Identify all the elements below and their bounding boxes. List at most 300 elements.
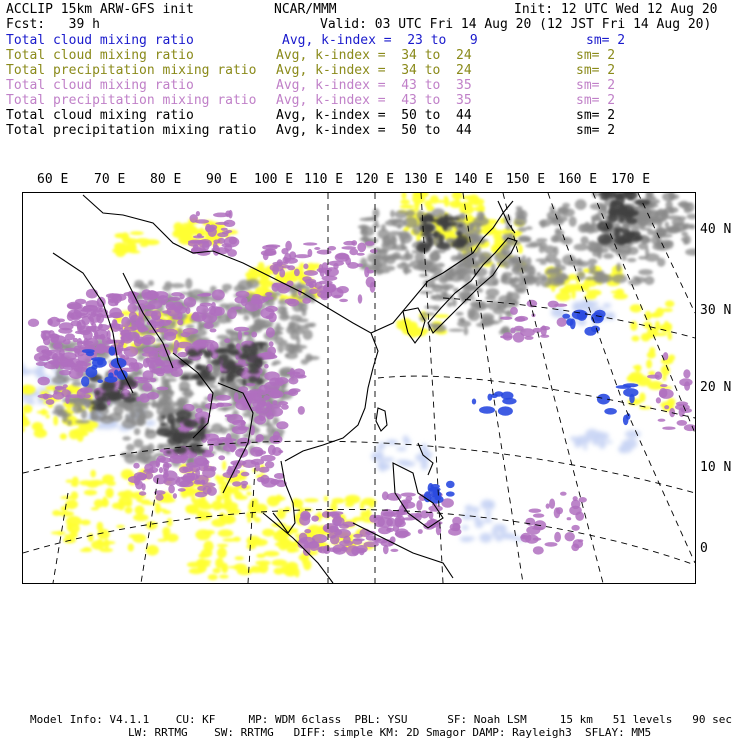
field-smoothing: sm= 2 (576, 78, 616, 93)
field-k-index: Avg, k-index = 23 to 9 (282, 33, 478, 48)
field-smoothing: sm= 2 (576, 108, 616, 123)
cloud-cell (249, 389, 264, 393)
cloud-cell (227, 343, 235, 349)
cloud-cell (245, 272, 253, 278)
cloud-cell (294, 254, 310, 258)
cloud-cell (571, 544, 579, 552)
cloud-cell (66, 516, 82, 526)
cloud-cell (598, 209, 608, 217)
cloud-cell (94, 329, 108, 338)
forecast-hour: Fcst: 39 h (6, 17, 100, 32)
cloud-cell (479, 406, 495, 414)
cloud-cell (128, 543, 134, 551)
cloud-cell (118, 387, 123, 392)
cloud-cell (565, 532, 575, 541)
cloud-cell (599, 432, 610, 440)
field-k-index: Avg, k-index = 43 to 35 (276, 93, 472, 108)
cloud-cell (189, 505, 197, 512)
cloud-cell (146, 357, 150, 363)
cloud-cell (623, 383, 639, 387)
cloud-cell (536, 238, 547, 242)
cloud-cell (462, 513, 473, 520)
cloud-cell (208, 574, 218, 580)
cloud-cell (638, 269, 653, 275)
cloud-cell (614, 230, 620, 238)
cloud-cell (157, 539, 167, 542)
cloud-cell (243, 315, 249, 321)
cloud-cell (262, 529, 275, 537)
cloud-cell (494, 252, 508, 263)
cloud-cell (597, 221, 613, 232)
cloud-cell (173, 366, 177, 372)
cloud-cell (195, 492, 207, 498)
cloud-cell (378, 462, 386, 472)
cloud-cell (90, 317, 94, 326)
cloud-cell (82, 349, 95, 353)
cloud-cell (488, 225, 496, 235)
cloud-cell (428, 483, 434, 493)
cloud-cell (403, 435, 409, 442)
cloud-cell (683, 369, 690, 378)
cloud-cell (108, 391, 121, 401)
cloud-cell (221, 228, 228, 231)
cloud-cell (215, 222, 229, 225)
cloud-cell (395, 528, 409, 538)
cloud-cell (387, 254, 400, 259)
cloud-cell (603, 253, 614, 259)
cloud-cell (474, 202, 479, 205)
cloud-cell (282, 539, 292, 549)
cloud-cell (145, 337, 153, 340)
field-row (6, 93, 736, 108)
longitude-label: 100 E (254, 172, 294, 187)
cloud-cell (84, 490, 97, 496)
field-smoothing: sm= 2 (586, 33, 626, 48)
cloud-cell (339, 299, 348, 302)
cloud-cell (397, 263, 411, 269)
cloud-cell (486, 288, 500, 297)
field-k-index: Avg, k-index = 50 to 44 (276, 123, 472, 138)
cloud-cell (176, 433, 192, 444)
cloud-cell (78, 406, 83, 412)
cloud-cell (576, 258, 582, 265)
cloud-cell (299, 515, 310, 526)
cloud-cell (234, 564, 248, 572)
cloud-cell (518, 245, 523, 254)
cloud-cell (373, 208, 380, 218)
cloud-cell (63, 375, 70, 383)
cloud-cell (369, 499, 375, 508)
cloud-cell (428, 236, 434, 247)
cloud-cell (358, 294, 363, 303)
cloud-cell (242, 460, 257, 468)
cloud-cell (177, 320, 183, 326)
cloud-cell (500, 335, 512, 339)
cloud-cell (353, 534, 363, 538)
cloud-cell (196, 211, 200, 216)
cloud-cell (625, 430, 641, 438)
cloud-cell (67, 303, 83, 309)
cloud-cell (592, 217, 603, 222)
cloud-cell (533, 546, 544, 554)
cloud-cell (579, 497, 587, 503)
field-name: Total cloud mixing ratio (6, 33, 194, 48)
cloud-cell (637, 215, 650, 225)
cloud-cell (184, 420, 198, 428)
cloud-cell (416, 500, 422, 511)
cloud-cell (359, 218, 371, 222)
cloud-cell (390, 549, 398, 552)
cloud-cell (71, 312, 82, 321)
cloud-cell (397, 518, 404, 522)
cloud-cell (412, 194, 425, 205)
cloud-cell (156, 494, 164, 501)
cloud-cell (584, 269, 589, 273)
cloud-cell (94, 499, 104, 508)
cloud-cell (647, 375, 660, 379)
cloud-cell (434, 314, 449, 318)
cloud-cell (187, 352, 201, 356)
cloud-cell (201, 376, 216, 382)
cloud-cell (339, 524, 349, 529)
cloud-cell (574, 244, 589, 251)
cloud-cell (130, 231, 144, 235)
cloud-cell (202, 482, 215, 487)
cloud-cell (218, 455, 225, 460)
latitude-label: 30 N (700, 303, 732, 318)
cloud-cell (548, 276, 557, 281)
cloud-cell (657, 258, 665, 267)
cloud-cell (301, 359, 309, 365)
cloud-cell (365, 241, 375, 246)
forecast-map (22, 192, 696, 584)
cloud-cell (427, 452, 432, 457)
cloud-cell (512, 265, 526, 275)
cloud-cell (232, 426, 247, 435)
cloud-cell (644, 276, 654, 285)
cloud-cell (208, 306, 216, 316)
cloud-cell (143, 469, 154, 474)
cloud-cell (459, 205, 474, 215)
cloud-cell (197, 233, 202, 237)
cloud-cell (34, 367, 41, 377)
cloud-cell (65, 500, 78, 510)
cloud-cell (116, 525, 124, 528)
cloud-cell (480, 313, 494, 320)
cloud-cell (544, 245, 556, 254)
cloud-cell (684, 235, 691, 244)
cloud-cell (526, 526, 540, 535)
cloud-cell (223, 472, 238, 478)
cloud-cell (333, 263, 338, 270)
cloud-cell (353, 538, 365, 541)
latitude-label: 20 N (700, 380, 732, 395)
cloud-cell (91, 507, 99, 510)
cloud-cell (133, 463, 139, 469)
cloud-cell (265, 292, 272, 296)
cloud-cell (360, 229, 368, 236)
cloud-cell (515, 316, 528, 321)
cloud-cell (616, 263, 621, 272)
cloud-cell (446, 481, 455, 488)
cloud-cell (535, 278, 540, 287)
field-name: Total cloud mixing ratio (6, 108, 194, 123)
cloud-cell (357, 243, 366, 253)
cloud-cell (455, 199, 460, 208)
cloud-cell (658, 240, 674, 247)
cloud-cell (287, 265, 295, 270)
cloud-cell (180, 456, 189, 461)
cloud-cell (382, 235, 395, 244)
cloud-cell (192, 448, 205, 453)
cloud-cell (262, 324, 268, 328)
cloud-cell (436, 263, 445, 268)
cloud-cell (198, 320, 203, 330)
cloud-cell (185, 432, 197, 435)
cloud-cell (664, 321, 669, 331)
cloud-cell (659, 389, 674, 399)
cloud-cell (238, 330, 242, 340)
cloud-cell (215, 475, 220, 481)
cloud-cell (618, 218, 625, 223)
longitude-label: 140 E (454, 172, 494, 187)
longitude-label: 80 E (150, 172, 182, 187)
cloud-cell (296, 337, 300, 346)
cloud-cell (224, 497, 232, 505)
init-time: Init: 12 UTC Wed 12 Aug 20 (514, 2, 718, 17)
cloud-cell (502, 272, 512, 277)
cloud-cell (156, 387, 168, 391)
cloud-cell (213, 245, 220, 256)
cloud-cell (251, 332, 257, 338)
cloud-cell (170, 283, 185, 288)
cloud-cell (86, 367, 98, 378)
cloud-cell (234, 327, 249, 332)
cloud-cell (540, 262, 547, 265)
field-k-index: Avg, k-index = 34 to 24 (276, 48, 472, 63)
cloud-cell (494, 391, 503, 396)
cloud-cell (272, 559, 288, 566)
cloud-cell (164, 329, 178, 336)
cloud-cell (666, 201, 673, 210)
cloud-cell (419, 291, 433, 295)
cloud-cell (500, 533, 515, 539)
cloud-cell (458, 239, 467, 246)
cloud-cell (67, 420, 72, 426)
cloud-cell (195, 364, 203, 371)
cloud-cell (461, 525, 469, 530)
cloud-cell (165, 281, 172, 287)
cloud-cell (105, 376, 118, 383)
cloud-cell (626, 232, 633, 239)
cloud-cell (106, 340, 117, 344)
cloud-cell (203, 466, 214, 471)
cloud-cell (155, 503, 161, 514)
cloud-cell (281, 307, 288, 310)
cloud-cell (80, 520, 90, 526)
cloud-cell (153, 368, 166, 374)
cloud-cell (606, 441, 613, 444)
cloud-cell (195, 219, 209, 223)
cloud-cell (621, 256, 626, 261)
cloud-cell (134, 280, 144, 286)
cloud-cell (142, 483, 146, 490)
field-name: Total cloud mixing ratio (6, 48, 194, 63)
cloud-cell (296, 318, 309, 322)
cloud-cell (288, 321, 295, 328)
cloud-cell (554, 532, 561, 543)
cloud-cell (635, 365, 642, 372)
cloud-cell (181, 332, 191, 337)
cloud-cell (48, 334, 60, 339)
cloud-cell (288, 345, 295, 354)
cloud-cell (214, 349, 226, 354)
cloud-cell (254, 517, 260, 522)
cloud-cell (163, 510, 171, 514)
cloud-cell (205, 403, 219, 409)
cloud-cell (241, 472, 250, 477)
cloud-cell (547, 268, 561, 274)
cloud-cell (265, 244, 280, 247)
cloud-cell (172, 230, 188, 239)
cloud-cell (276, 421, 288, 429)
cloud-cell (545, 542, 558, 547)
cloud-cell (455, 255, 466, 262)
cloud-cell (323, 523, 339, 533)
longitude-label: 90 E (206, 172, 238, 187)
cloud-cell (270, 479, 279, 485)
cloud-cell (151, 315, 160, 320)
cloud-cell (268, 445, 276, 455)
cloud-cell (63, 339, 71, 344)
cloud-cell (23, 427, 25, 432)
cloud-cell (254, 319, 267, 325)
cloud-cell (159, 467, 163, 473)
cloud-cell (382, 457, 395, 462)
cloud-cell (91, 405, 104, 411)
header-row-2 (6, 17, 736, 32)
cloud-cell (434, 200, 447, 203)
cloud-cell (575, 512, 584, 521)
cloud-cell (658, 419, 666, 422)
cloud-cell (452, 299, 457, 307)
cloud-cell (402, 193, 407, 199)
model-info-line-1: Model Info: V4.1.1 CU: KF MP: WDM 6class PBL: YSU SF: Noah LSM 15 km 51 levels 90 sec (30, 713, 732, 726)
cloud-cell (663, 213, 667, 216)
map-canvas (23, 193, 695, 583)
field-row (6, 48, 736, 63)
cloud-cell (222, 566, 227, 572)
cloud-cell (480, 213, 485, 220)
cloud-cell (341, 246, 356, 250)
cloud-cell (366, 277, 376, 288)
cloud-cell (399, 460, 405, 464)
cloud-cell (304, 270, 318, 276)
cloud-cell (269, 407, 283, 416)
cloud-cell (53, 392, 65, 400)
cloud-cell (166, 534, 178, 543)
cloud-cell (420, 510, 429, 518)
cloud-cell (627, 197, 635, 201)
field-row (6, 123, 736, 138)
cloud-cell (238, 354, 248, 359)
cloud-cell (493, 308, 505, 314)
cloud-cell (540, 326, 550, 330)
cloud-cell (248, 351, 258, 355)
cloud-cell (166, 320, 172, 324)
cloud-cell (185, 278, 192, 289)
cloud-cell (187, 476, 195, 480)
cloud-cell (266, 327, 275, 337)
cloud-cell (294, 269, 300, 277)
cloud-cell (126, 242, 137, 253)
cloud-cell (319, 547, 323, 553)
cloud-cell (540, 335, 549, 338)
cloud-cell (520, 328, 535, 336)
cloud-cell (554, 507, 561, 518)
cloud-cell (36, 345, 49, 353)
cloud-cell (257, 477, 265, 482)
cloud-cell (381, 224, 386, 231)
cloud-cell (231, 307, 243, 310)
cloud-cell (422, 265, 438, 272)
cloud-cell (244, 332, 249, 335)
cloud-cell (550, 219, 558, 223)
cloud-cell (304, 498, 319, 502)
cloud-cell (525, 226, 532, 230)
cloud-cell (351, 547, 359, 555)
cloud-cell (200, 340, 215, 343)
cloud-cell (481, 499, 493, 510)
cloud-cell (641, 333, 651, 342)
cloud-cell (196, 559, 211, 564)
cloud-cell (197, 294, 211, 297)
cloud-cell (647, 229, 654, 236)
cloud-cell (328, 533, 337, 539)
cloud-cell (134, 428, 140, 435)
cloud-cell (161, 415, 166, 419)
cloud-cell (637, 209, 653, 216)
cloud-cell (475, 519, 484, 529)
field-row (6, 33, 736, 48)
cloud-cell (60, 357, 69, 367)
cloud-cell (212, 289, 225, 300)
cloud-cell (228, 466, 232, 473)
cloud-cell (106, 293, 120, 298)
cloud-cell (36, 362, 47, 366)
longitude-label: 110 E (304, 172, 344, 187)
cloud-cell (333, 548, 342, 552)
cloud-cell (533, 513, 544, 517)
cloud-cell (234, 392, 239, 402)
cloud-cell (114, 370, 118, 376)
cloud-cell (259, 467, 270, 473)
cloud-cell (483, 518, 492, 523)
cloud-cell (510, 257, 518, 262)
cloud-cell (317, 250, 332, 255)
cloud-cell (135, 238, 151, 244)
cloud-cell (83, 547, 91, 550)
field-name: Total precipitation mixing ratio (6, 123, 257, 138)
cloud-cell (635, 199, 650, 206)
cloud-cell (576, 268, 582, 271)
cloud-cell (557, 207, 569, 215)
cloud-cell (545, 254, 557, 264)
cloud-cell (235, 556, 244, 560)
cloud-cell (285, 353, 289, 358)
cloud-cell (560, 492, 567, 496)
cloud-cell (619, 445, 625, 453)
